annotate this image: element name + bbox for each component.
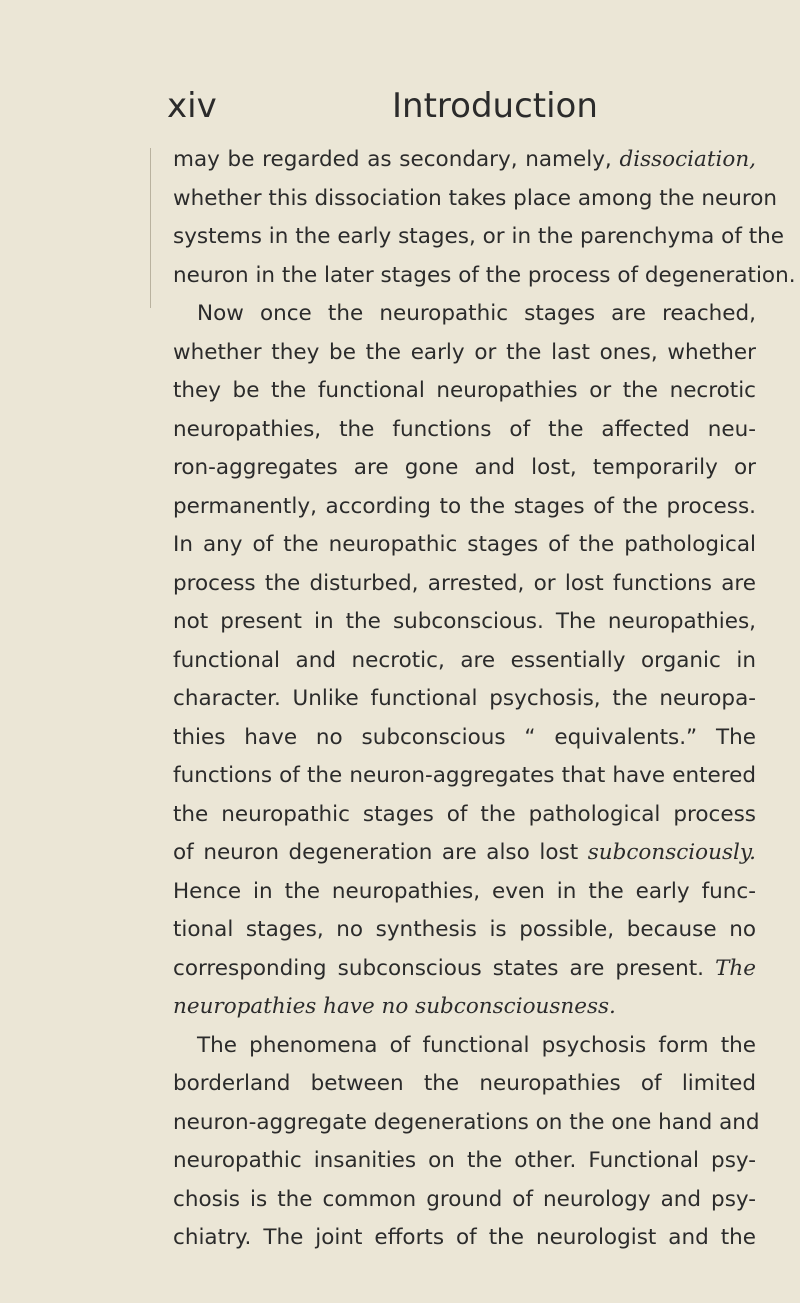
italic-text: dissociation, [619, 147, 756, 172]
text-run: corresponding subconscious states are present. [173, 955, 716, 981]
text-line [173, 1142, 756, 1181]
text-line [173, 950, 756, 989]
text-line [173, 911, 756, 950]
text-run: tional stages, no synthesis is possible, because no [173, 917, 756, 942]
text-line [173, 257, 796, 296]
text-run: neuron-aggregate degenerations on the one hand and [173, 1109, 760, 1135]
text-line [173, 180, 777, 219]
italic-text: The [715, 955, 756, 981]
text-run: may be regarded as secondary, namely, [173, 147, 620, 172]
text-run: The phenomena of functional psychosis form the [197, 1032, 756, 1058]
text-run: of neuron degeneration are also lost [173, 840, 588, 865]
text-run: functional and necrotic, are essentially organic in [173, 647, 756, 673]
text-line [173, 988, 756, 1027]
text-run: neuron in the later stages of the process of degeneration. [173, 262, 796, 288]
italic-text: subconsciously. [587, 840, 756, 865]
text-line [173, 757, 756, 796]
running-title: Introduction [392, 86, 598, 126]
text-line [173, 796, 756, 835]
text-run: Hence in the neuropathies, even in the early func- [173, 878, 756, 904]
text-run: chosis is the common ground of neurology and psy- [173, 1186, 756, 1212]
text-line [173, 1027, 756, 1066]
text-line [173, 1065, 756, 1104]
text-line [173, 873, 756, 912]
page-number: xiv [167, 86, 217, 126]
text-line [173, 642, 756, 681]
text-run: chiatry. The joint efforts of the neurologist and the [173, 1225, 756, 1250]
page-header [0, 84, 800, 134]
text-line [173, 719, 756, 758]
text-line [173, 1219, 756, 1258]
text-run: permanently, according to the stages of the process. [173, 493, 756, 519]
text-run: In any of the neuropathic stages of the pathological [173, 532, 756, 557]
text-run: borderland between the neuropathies of limited [173, 1071, 756, 1096]
text-line [173, 1104, 760, 1143]
text-line [173, 1181, 756, 1220]
text-line [173, 411, 756, 450]
text-line [173, 218, 785, 257]
text-line [173, 603, 756, 642]
text-run: the neuropathic stages of the pathological process [173, 801, 756, 827]
text-run: whether they be the early or the last ones, whether [173, 339, 756, 365]
text-line [173, 834, 756, 873]
text-run: thies have no subconscious “ equivalents.” The [173, 724, 756, 750]
text-run: neuropathies, the functions of the affected neu- [173, 416, 756, 442]
text-line [173, 295, 756, 334]
text-run: ron-aggregates are gone and lost, temporarily or [173, 455, 756, 480]
italic-text: neuropathies have no subconsciousness. [173, 994, 616, 1019]
text-run: process the disturbed, arrested, or lost functions are [173, 570, 756, 596]
text-run: character. Unlike functional psychosis, the neuropa- [173, 686, 756, 711]
text-line [173, 141, 756, 180]
text-run: systems in the early stages, or in the parenchyma of the [173, 224, 785, 249]
text-line [173, 526, 756, 565]
text-line [173, 680, 756, 719]
text-run: functions of the neuron-aggregates that have entered [173, 763, 756, 788]
text-run: not present in the subconscious. The neuropathies, [173, 609, 756, 634]
text-line [173, 372, 756, 411]
text-line [173, 334, 756, 373]
text-run: they be the functional neuropathies or the necrotic [173, 378, 756, 403]
text-line [173, 488, 756, 527]
text-line [173, 565, 756, 604]
body-text [173, 141, 796, 1258]
text-run: whether this dissociation takes place among the neuron [173, 185, 777, 211]
text-run: Now once the neuropathic stages are reached, [197, 301, 756, 326]
margin-mark [150, 148, 151, 308]
text-line [173, 449, 756, 488]
text-run: neuropathic insanities on the other. Functional psy- [173, 1148, 756, 1173]
